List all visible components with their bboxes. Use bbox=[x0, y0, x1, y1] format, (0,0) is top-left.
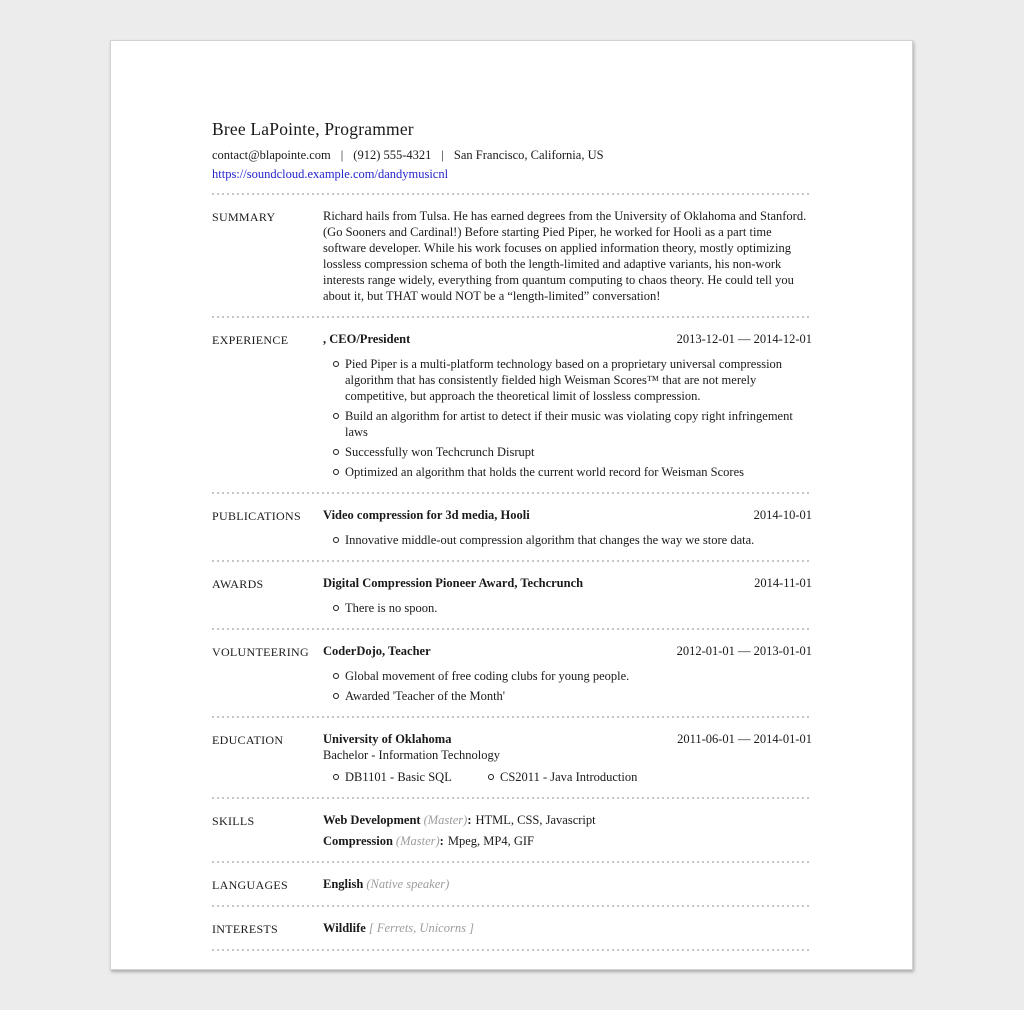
experience-dates: 2013-12-01 — 2014-12-01 bbox=[676, 332, 812, 346]
skill-level: (Master) bbox=[423, 813, 468, 827]
skill-keywords: Mpeg, MP4, GIF bbox=[447, 834, 534, 848]
award-title: Digital Compression Pioneer Award, Techcrunch bbox=[323, 576, 584, 590]
website-link[interactable]: https://soundcloud.example.com/dandymusicnl bbox=[212, 167, 449, 181]
education-school: University of Oklahoma bbox=[323, 732, 452, 746]
skill-colon: : bbox=[467, 813, 472, 827]
list-item: CS2011 - Java Introduction bbox=[500, 770, 638, 784]
list-item: Pied Piper is a multi-platform technology based on a proprietary universal compression algorithm that has consistently fielded high Weisman Scores™ that are not merely competitive, but approach the theoretical limit of lossless compression. bbox=[345, 356, 812, 404]
section-label-languages: LANGUAGES bbox=[212, 878, 289, 892]
section-publications bbox=[212, 494, 812, 560]
award-date: 2014-11-01 bbox=[754, 576, 812, 590]
publication-bullet-list bbox=[323, 532, 812, 548]
education-dates: 2011-06-01 — 2014-01-01 bbox=[677, 732, 812, 746]
interest-item bbox=[323, 920, 812, 936]
list-item: Successfully won Techcrunch Disrupt bbox=[345, 444, 812, 460]
section-label-summary: SUMMARY bbox=[212, 210, 276, 224]
skill-item bbox=[323, 812, 812, 828]
interest-name: Wildlife bbox=[323, 921, 366, 935]
section-education bbox=[212, 718, 812, 797]
section-skills bbox=[212, 799, 812, 861]
list-item: Build an algorithm for artist to detect if their music was violating copy right infringement laws bbox=[345, 408, 812, 440]
section-divider bbox=[212, 949, 812, 951]
summary-text: Richard hails from Tulsa. He has earned degrees from the University of Oklahoma and Stanford. (Go Sooners and Cardinal!) Before starting Pied Piper, he worked for Hooli as a part time software developer. While his work focuses on applied information theory, mostly optimizing lossless compression schema of both the length-limited and adaptive variants, his non-work interests range widely, everything from quantum computing to chaos theory. He could tell you about it, but THAT would NOT be a “length-limited” conversation! bbox=[323, 209, 807, 303]
experience-bullet-list bbox=[323, 356, 812, 480]
publication-date: 2014-10-01 bbox=[753, 508, 812, 522]
section-label-volunteering: VOLUNTEERING bbox=[212, 645, 309, 659]
publication-title: Video compression for 3d media, Hooli bbox=[323, 508, 530, 522]
contact-phone: (912) 555-4321 bbox=[353, 148, 432, 162]
section-volunteering bbox=[212, 630, 812, 716]
skill-colon: : bbox=[439, 834, 444, 848]
section-languages bbox=[212, 863, 812, 905]
list-item: Innovative middle-out compression algorithm that changes the way we store data. bbox=[345, 532, 812, 548]
contact-line bbox=[212, 147, 812, 163]
list-item: There is no spoon. bbox=[345, 600, 812, 616]
section-label-skills: SKILLS bbox=[212, 814, 255, 828]
section-label-education: EDUCATION bbox=[212, 733, 284, 747]
education-degree: Bachelor - Information Technology bbox=[323, 748, 500, 762]
list-item: Optimized an algorithm that holds the current world record for Weisman Scores bbox=[345, 464, 812, 480]
interest-keywords: [ Ferrets, Unicorns ] bbox=[368, 921, 474, 935]
contact-separator: | bbox=[340, 148, 344, 162]
skill-name: Web Development bbox=[323, 813, 421, 827]
section-label-experience: EXPERIENCE bbox=[212, 333, 289, 347]
contact-location: San Francisco, California, US bbox=[453, 148, 604, 162]
section-label-interests: INTERESTS bbox=[212, 922, 279, 936]
skill-name: Compression bbox=[323, 834, 393, 848]
list-item: DB1101 - Basic SQL bbox=[345, 769, 500, 785]
section-experience bbox=[212, 318, 812, 492]
volunteering-bullet-list bbox=[323, 668, 812, 704]
section-interests bbox=[212, 907, 812, 949]
section-awards bbox=[212, 562, 812, 628]
award-bullet-list bbox=[323, 600, 812, 616]
education-course-list bbox=[323, 769, 812, 785]
language-item bbox=[323, 876, 812, 892]
contact-separator: | bbox=[441, 148, 444, 162]
skill-keywords: HTML, CSS, Javascript bbox=[475, 813, 596, 827]
language-name: English bbox=[323, 877, 364, 891]
list-item: Awarded 'Teacher of the Month' bbox=[345, 688, 812, 704]
volunteering-title: CoderDojo, Teacher bbox=[323, 644, 431, 658]
skill-level: (Master) bbox=[395, 834, 440, 848]
volunteering-dates: 2012-01-01 — 2013-01-01 bbox=[676, 644, 812, 658]
experience-title: , CEO/President bbox=[323, 332, 411, 346]
language-fluency: (Native speaker) bbox=[366, 877, 450, 891]
list-item: Global movement of free coding clubs for young people. bbox=[345, 668, 812, 684]
contact-email: contact@blapointe.com bbox=[212, 148, 331, 162]
section-label-awards: AWARDS bbox=[212, 577, 264, 591]
resume-page bbox=[110, 40, 913, 970]
section-label-publications: PUBLICATIONS bbox=[212, 509, 301, 523]
section-summary bbox=[212, 195, 812, 316]
resume-name: Bree LaPointe, Programmer bbox=[212, 119, 414, 139]
skill-item bbox=[323, 833, 812, 849]
